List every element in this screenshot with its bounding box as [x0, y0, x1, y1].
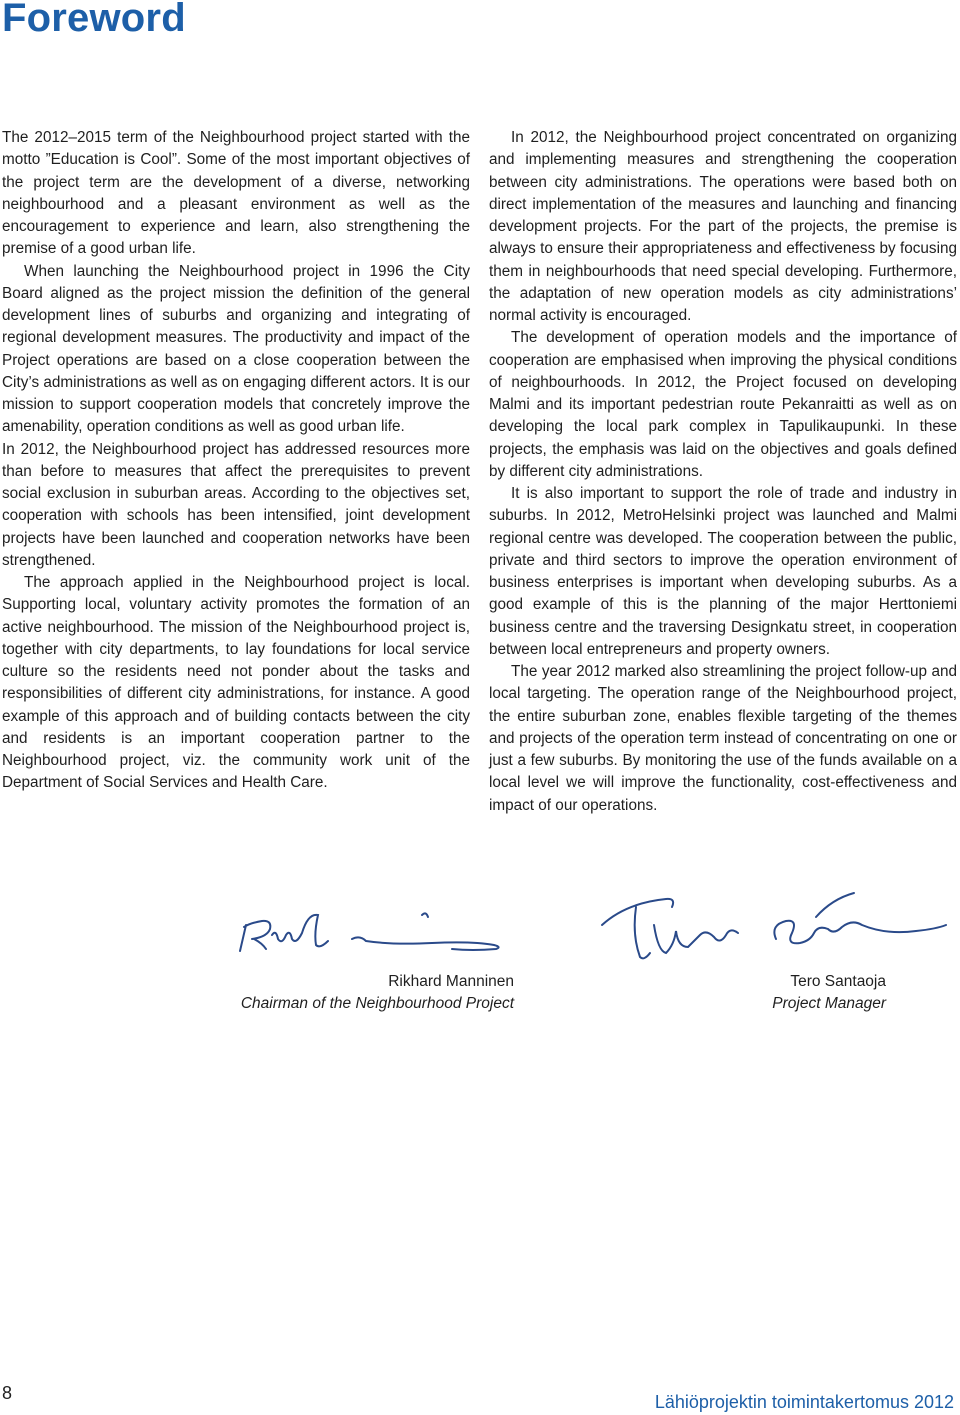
signatory-role: Project Manager — [772, 995, 886, 1012]
paragraph: When launching the Neighbourhood project in 1996 the City Board aligned as the project mission the definition of the general development lines of suburbs and organizing and integrating of regional development measures. The productivity and impact of the Project operations are based on a close cooperation between the City’s administrations as well as on engaging different actors. It is our mission to support cooperation models that concretely improve the amenability, operation conditions as well as good urban life. — [2, 262, 470, 436]
left-column — [2, 127, 470, 795]
right-column — [489, 127, 957, 817]
signature-santaoja-icon — [596, 885, 956, 970]
page-number: 8 — [2, 1383, 13, 1403]
report-title: Lähiöprojektin toimintakertomus 2012 — [654, 1392, 954, 1412]
signatory-name: Tero Santaoja — [790, 973, 886, 990]
page-title: Foreword — [2, 0, 186, 40]
paragraph: The approach applied in the Neighbourhood project is local. Supporting local, voluntary activity promotes the formation of an active neighbourhood. The mission of the Neighbourhood project is, together with city departments, to lay foundations for local service culture so the residents need not ponder about the tasks and responsibilities of different city administrations, for instance. A good example of this approach and of building contacts between the city and residents is an important cooperation partner to the Neighbourhood project, viz. the community work unit of the Department of Social Services and Health Care. — [2, 574, 470, 792]
paragraph: In 2012, the Neighbourhood project concentrated on organizing and implementing measures and strengthening the cooperation between city administrations. The operations were based both on direct implementation of the measures and launching and financing development projects. For the part of the projects, the premise is always to ensure their appropriateness and effectiveness by focusing them in neighbourhoods that need special developing. Furthermore, the adaptation of new operation models as city administrations’ normal activity is encouraged. — [489, 129, 957, 324]
signatory-name: Rikhard Manninen — [388, 973, 514, 990]
signature-manninen-icon — [232, 905, 522, 965]
signatory-role: Chairman of the Neighbourhood Project — [240, 995, 514, 1012]
paragraph: It is also important to support the role of trade and industry in suburbs. In 2012, MetroHelsinki project was launched and Malmi regional centre was developed. The cooperation between the public, private and third sectors to improve the operation environment of business enterprises is important when developing suburbs. As a good example of this is the planning of the major Herttoniemi business centre and the traversing Designkatu street, in cooperation between local entrepreneurs and property owners. — [489, 485, 957, 658]
paragraph: The development of operation models and the importance of cooperation are emphasised when improving the physical conditions of neighbourhoods. In 2012, the Project focused on developing Malmi and its important pedestrian route Pekanraitti as well as on developing the local park complex in Tapulikaupunki. In these projects, the emphasis was laid on the objectives and goals defined by different city administrations. — [489, 329, 957, 480]
paragraph: The year 2012 marked also streamlining the project follow-up and local targeting. The operation range of the Neighbourhood project, the entire suburban zone, enables flexible targeting of the themes and projects of the operation term instead of concentrating on one or just a few suburbs. By monitoring the use of the funds available on a local level we will improve the functionality, cost-effectiveness and impact of our operations. — [489, 663, 957, 814]
paragraph: In 2012, the Neighbourhood project has addressed resources more than before to measures that affect the prerequisites to prevent social exclusion in suburban areas. According to the objectives set, cooperation with schools has been intensified, joint development projects have been launched and cooperation networks have been strengthened. — [2, 440, 470, 569]
paragraph: The 2012–2015 term of the Neighbourhood project started with the motto ”Education is Cool”. Some of the most important objectives of the project term are the development of a diverse, networking neighbourhood and a pleasant environment as well as the encouragement to experience and learn, also strengthening the premise of a good urban life. — [2, 129, 470, 258]
